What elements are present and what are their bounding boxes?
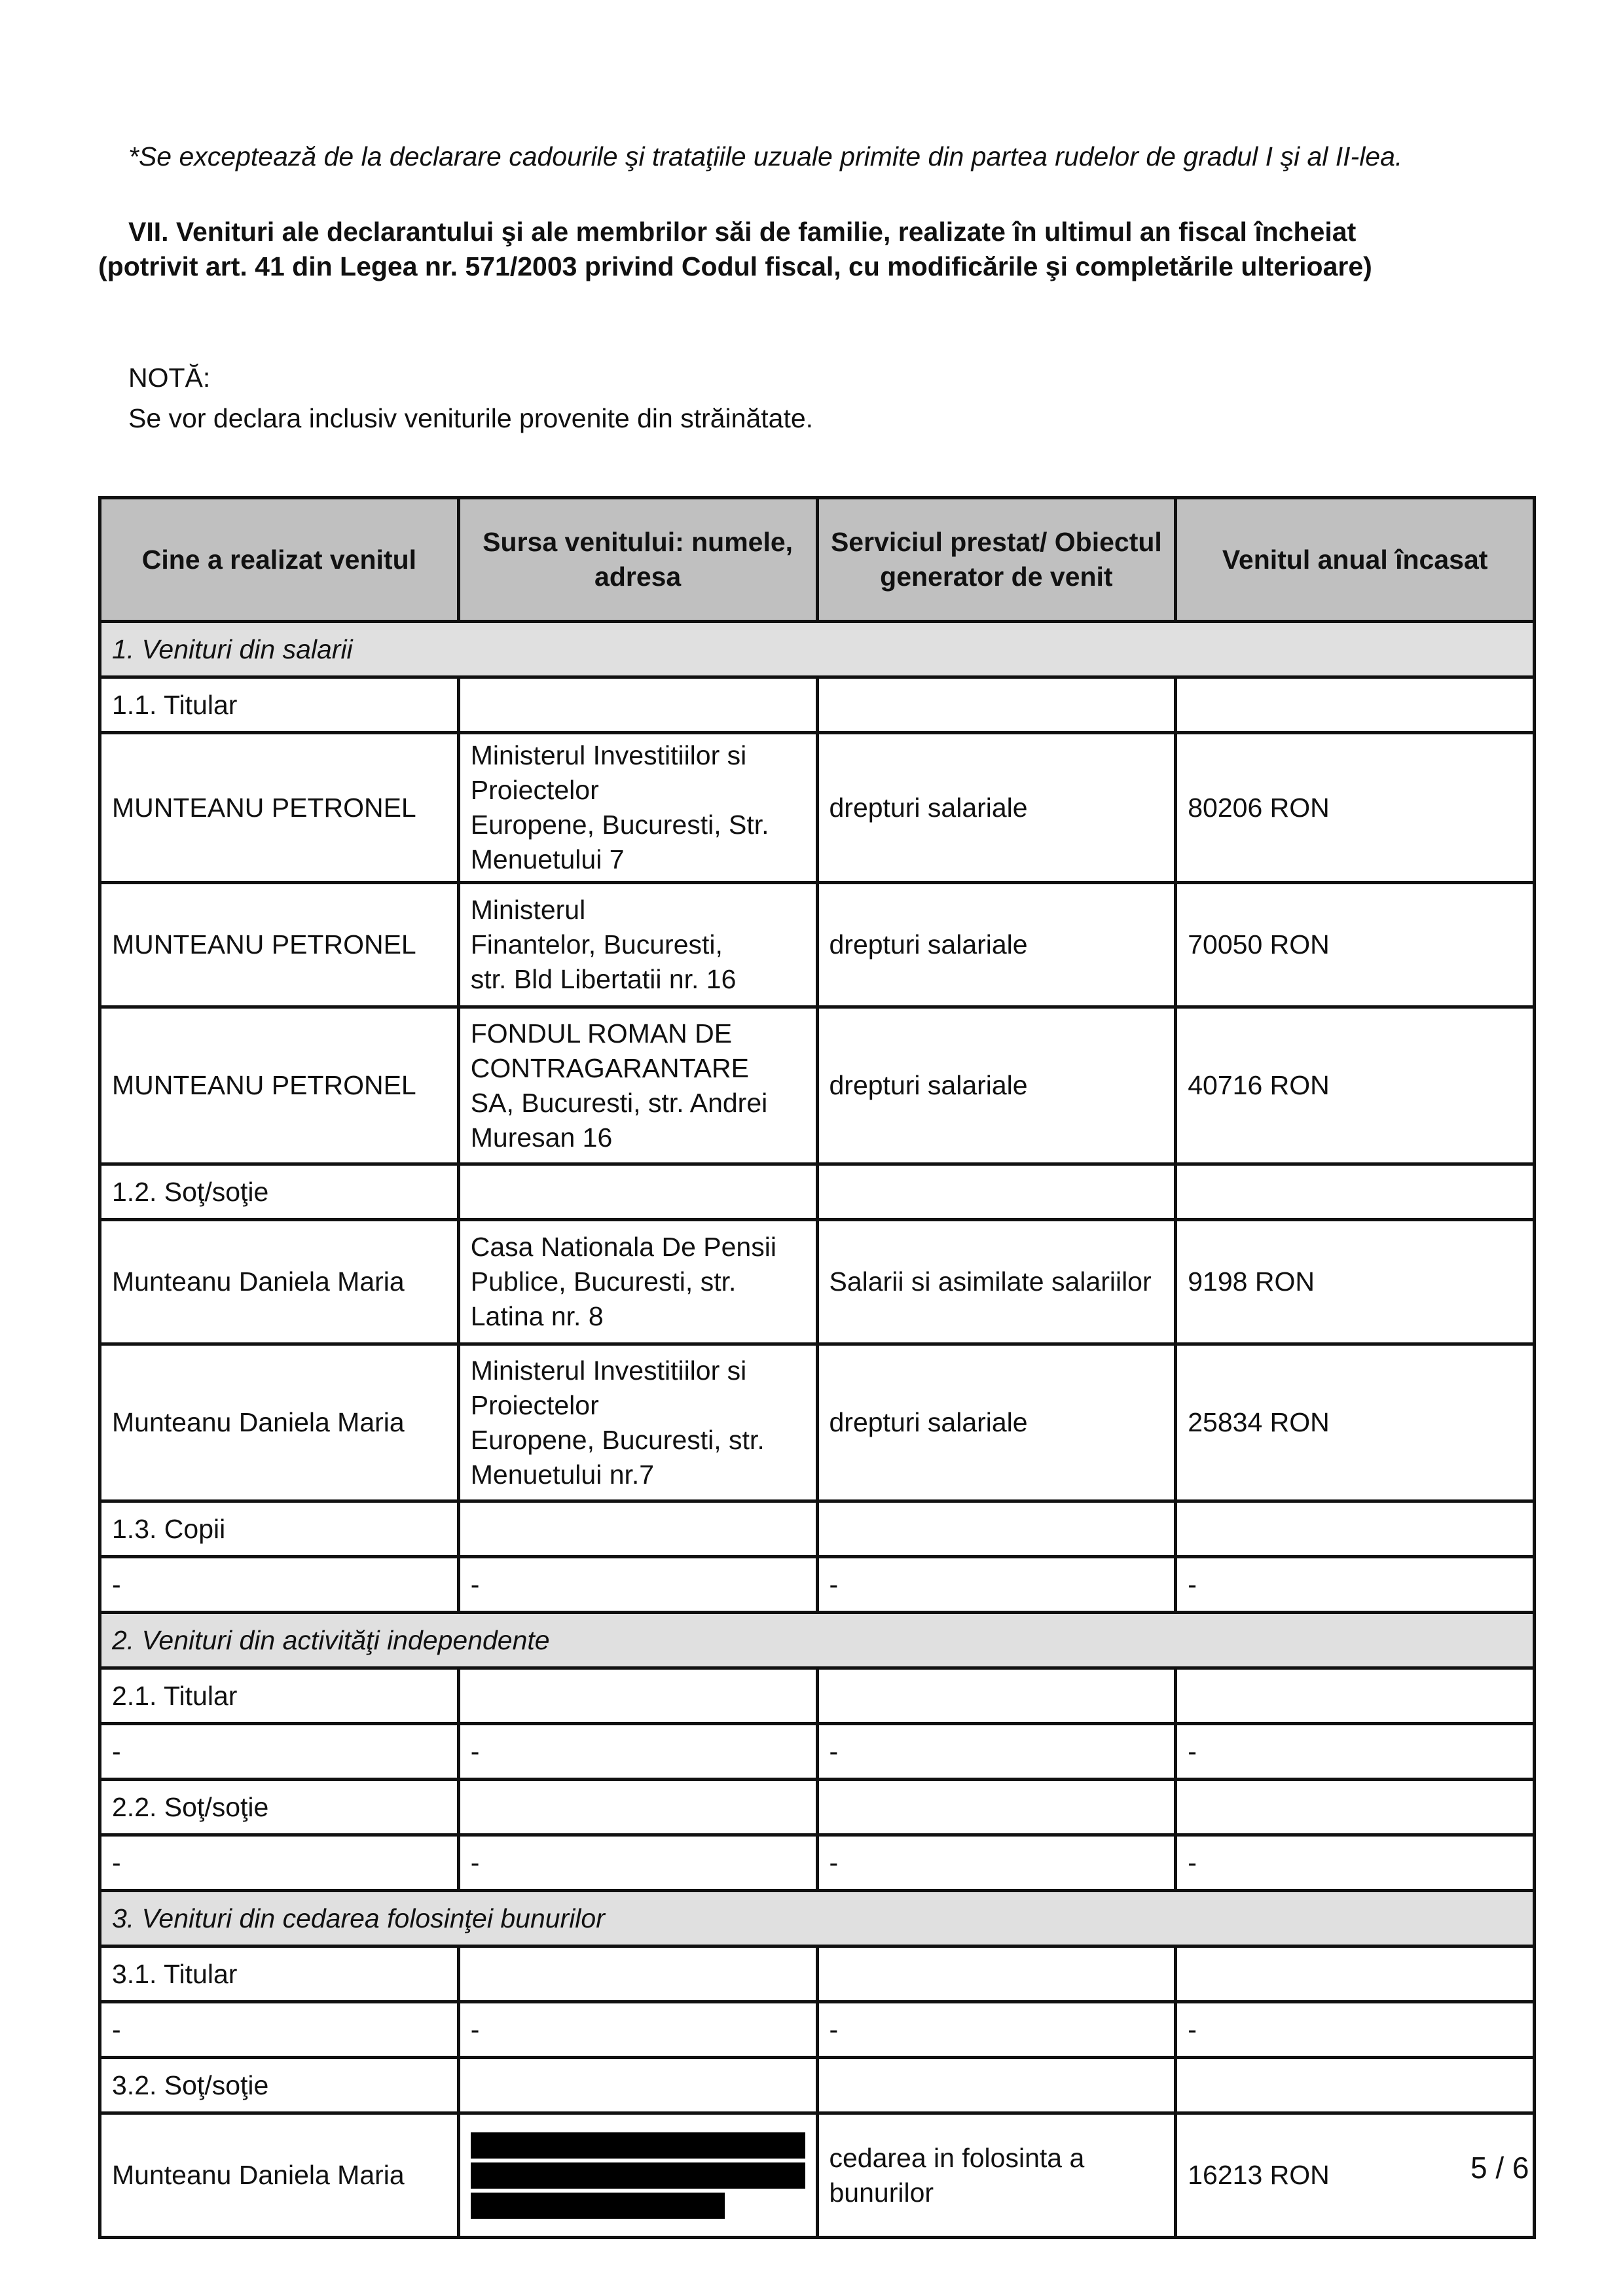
dash-cell: -	[100, 2002, 459, 2058]
heading-line-1: VII. Venituri ale declarantului şi ale membrilor săi de familie, realizate în ultimul an fiscal încheiat	[128, 217, 1357, 247]
section-label: 3. Venituri din cedarea folosinţei bunurilor	[100, 1891, 1535, 1946]
dash-cell: -	[817, 1724, 1176, 1780]
page-number: 5 / 6	[1470, 2151, 1529, 2185]
cell-who: MUNTEANU PETRONEL	[100, 1007, 459, 1164]
table-row	[100, 1344, 1535, 1501]
header-who: Cine a realizat venitul	[100, 498, 459, 622]
subsection-row	[100, 1668, 1535, 1724]
section-row	[100, 1891, 1535, 1946]
table-row	[100, 883, 1535, 1007]
subsection-row	[100, 1946, 1535, 2002]
subsection-row	[100, 677, 1535, 733]
table-header-row	[100, 498, 1535, 622]
empty-row	[100, 1557, 1535, 1613]
dash-cell: -	[100, 1557, 459, 1613]
redaction-bar	[471, 2193, 725, 2219]
section-row	[100, 622, 1535, 677]
redaction-bar	[471, 2132, 805, 2159]
dash-cell: -	[100, 1835, 459, 1891]
subsection-label: 1.1. Titular	[100, 677, 459, 733]
cell-amount: 40716 RON	[1176, 1007, 1535, 1164]
section-label: 1. Venituri din salarii	[100, 622, 1535, 677]
table-row	[100, 1007, 1535, 1164]
cell-service: cedarea in folosinta a bunurilor	[817, 2113, 1176, 2238]
cell-service: Salarii si asimilate salariilor	[817, 1220, 1176, 1344]
dash-cell: -	[1176, 1557, 1535, 1613]
nota-text: Se vor declara inclusiv veniturile provenite din străinătate.	[128, 403, 814, 433]
cell-amount: 80206 RON	[1176, 733, 1535, 883]
cell-amount: 70050 RON	[1176, 883, 1535, 1007]
cell-source: Ministerul Finantelor, Bucuresti, str. Bld Libertatii nr. 16	[458, 883, 817, 1007]
header-service: Serviciul prestat/ Obiectul generator de venit	[817, 498, 1176, 622]
cell-source: Ministerul Investitiilor si Proiectelor Europene, Bucuresti, str. Menuetului nr.7	[458, 1344, 817, 1501]
cell-who: MUNTEANU PETRONEL	[100, 883, 459, 1007]
dash-cell: -	[1176, 2002, 1535, 2058]
dash-cell: -	[817, 1835, 1176, 1891]
dash-cell: -	[100, 1724, 459, 1780]
subsection-row	[100, 1164, 1535, 1220]
cell-who: Munteanu Daniela Maria	[100, 1344, 459, 1501]
subsection-label: 1.3. Copii	[100, 1501, 459, 1557]
nota-block	[128, 357, 813, 439]
section-heading	[98, 215, 1539, 284]
cell-service: drepturi salariale	[817, 733, 1176, 883]
empty-row	[100, 1724, 1535, 1780]
subsection-label: 1.2. Soţ/soţie	[100, 1164, 459, 1220]
table-row	[100, 1220, 1535, 1344]
heading-line-rest: (potrivit art. 41 din Legea nr. 571/2003 privind Codul fiscal, cu modificările şi completările ulterioare)	[98, 251, 1372, 281]
cell-service: drepturi salariale	[817, 883, 1176, 1007]
cell-source: Ministerul Investitiilor si Proiectelor Europene, Bucuresti, Str. Menuetului 7	[458, 733, 817, 883]
cell-source: FONDUL ROMAN DE CONTRAGARANTARE SA, Bucuresti, str. Andrei Muresan 16	[458, 1007, 817, 1164]
dash-cell: -	[458, 1557, 817, 1613]
dash-cell: -	[458, 1835, 817, 1891]
subsection-row	[100, 1780, 1535, 1835]
dash-cell: -	[458, 1724, 817, 1780]
cell-who: MUNTEANU PETRONEL	[100, 733, 459, 883]
cell-service: drepturi salariale	[817, 1344, 1176, 1501]
cell-service: drepturi salariale	[817, 1007, 1176, 1164]
dash-cell: -	[458, 2002, 817, 2058]
cell-who: Munteanu Daniela Maria	[100, 1220, 459, 1344]
income-table	[98, 496, 1536, 2239]
header-amount: Venitul anual încasat	[1176, 498, 1535, 622]
header-source: Sursa venitului: numele, adresa	[458, 498, 817, 622]
dash-cell: -	[1176, 1835, 1535, 1891]
empty-row	[100, 1835, 1535, 1891]
dash-cell: -	[1176, 1724, 1535, 1780]
redaction-bar	[471, 2162, 805, 2189]
subsection-label: 2.2. Soţ/soţie	[100, 1780, 459, 1835]
cell-source: Casa Nationala De Pensii Publice, Bucuresti, str. Latina nr. 8	[458, 1220, 817, 1344]
cell-amount: 25834 RON	[1176, 1344, 1535, 1501]
cell-amount: 16213 RON	[1176, 2113, 1535, 2238]
cell-amount: 9198 RON	[1176, 1220, 1535, 1344]
empty-row	[100, 2002, 1535, 2058]
subsection-label: 3.2. Soţ/soţie	[100, 2058, 459, 2113]
table-row	[100, 2113, 1535, 2238]
table-row	[100, 733, 1535, 883]
cell-source-redacted	[458, 2113, 817, 2238]
subsection-row	[100, 1501, 1535, 1557]
dash-cell: -	[817, 2002, 1176, 2058]
section-label: 2. Venituri din activităţi independente	[100, 1613, 1535, 1668]
cell-who: Munteanu Daniela Maria	[100, 2113, 459, 2238]
subsection-label: 2.1. Titular	[100, 1668, 459, 1724]
nota-label: NOTĂ:	[128, 363, 211, 393]
dash-cell: -	[817, 1557, 1176, 1613]
top-note: *Se exceptează de la declarare cadourile şi trataţiile uzuale primite din partea rudelor de gradul I şi al II-lea.	[128, 141, 1403, 171]
subsection-label: 3.1. Titular	[100, 1946, 459, 2002]
section-row	[100, 1613, 1535, 1668]
subsection-row	[100, 2058, 1535, 2113]
